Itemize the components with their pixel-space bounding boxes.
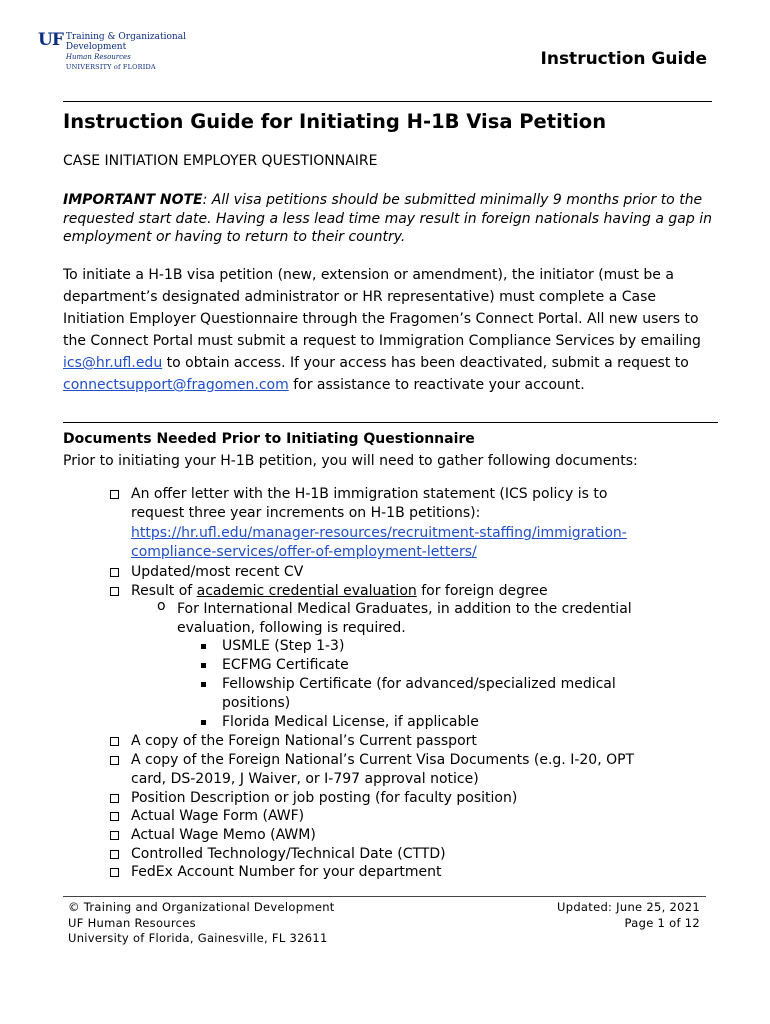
- uf-logo: [38, 32, 186, 72]
- list-item-visa-docs-1: A copy of the Foreign National’s Current Visa Documents (e.g. I-20, OPT: [131, 752, 635, 768]
- uf-logo-mark: UF: [38, 30, 63, 50]
- credential-evaluation-link[interactable]: academic credential evaluation: [196, 583, 417, 599]
- list-item-awm: Actual Wage Memo (AWM): [131, 827, 316, 843]
- important-note-text: : All visa petitions should be submitted minimally 9 months prior to the requested start date. Having a less lead time may result in foreign nationals having a gap in employment or having to return to their country.: [63, 192, 712, 245]
- documents-heading: Documents Needed Prior to Initiating Questionnaire: [63, 431, 475, 447]
- credential-post: for foreign degree: [416, 583, 548, 599]
- page-title: Instruction Guide for Initiating H-1B Visa Petition: [63, 110, 607, 133]
- list-item-fedex: FedEx Account Number for your department: [131, 864, 442, 880]
- square-bullet: [201, 720, 206, 725]
- checkbox-cv: [110, 568, 119, 577]
- footer-updated: Updated: June 25, 2021: [557, 900, 700, 914]
- checkbox-credential: [110, 587, 119, 596]
- intro-text-2: to obtain access. If your access has been deactivated, submit a request to: [162, 355, 689, 371]
- offer-letter-link-1[interactable]: https://hr.ufl.edu/manager-resources/recruitment-staffing/immigration-: [131, 525, 627, 541]
- checkbox-awf: [110, 812, 119, 821]
- offer-letter-link-2[interactable]: compliance-services/offer-of-employment-letters/: [131, 544, 477, 560]
- logo-line-2: Development: [65, 42, 127, 52]
- sub-item-img-1: For International Medical Graduates, in addition to the credential: [177, 601, 632, 617]
- checkbox-fedex: [110, 868, 119, 877]
- intro-text-3: for assistance to reactivate your account.: [288, 377, 585, 393]
- important-note-label: IMPORTANT NOTE: [63, 192, 203, 208]
- header-title: Instruction Guide: [540, 49, 707, 69]
- header-divider: [63, 101, 712, 102]
- list-item-cttd: Controlled Technology/Technical Date (CTTD): [131, 846, 446, 862]
- square-bullet: [201, 682, 206, 687]
- list-item-cv: Updated/most recent CV: [131, 564, 304, 580]
- sub-item-img-2: evaluation, following is required.: [177, 620, 406, 636]
- ics-email-link[interactable]: ics@hr.ufl.edu: [63, 355, 163, 371]
- list-item-offer-letter-2: request three year increments on H-1B petitions):: [131, 505, 481, 521]
- footer-address: University of Florida, Gainesville, FL 32611: [68, 931, 328, 945]
- footer-org: UF Human Resources: [68, 915, 196, 930]
- checkbox-awm: [110, 831, 119, 840]
- checkbox-position-description: [110, 794, 119, 803]
- footer-page-number: Page 1 of 12: [624, 915, 700, 930]
- subsub-ecfmg: ECFMG Certificate: [222, 657, 349, 673]
- square-bullet: [201, 644, 206, 649]
- list-item-offer-letter-1: An offer letter with the H-1B immigration statement (ICS policy is to: [131, 486, 608, 502]
- intro-text-1: To initiate a H-1B visa petition (new, extension or amendment), the initiator (must be a department’s designated administrator or HR representative) must complete a Case Initiation Employer Questionnaire through the Fragomen’s Connect Portal. All new users to the Connect Portal must submit a request to Immigration Compliance Services by emailing: [63, 267, 701, 349]
- checkbox-passport: [110, 737, 119, 746]
- section-divider: [63, 422, 718, 423]
- page-subtitle: CASE INITIATION EMPLOYER QUESTIONNAIRE: [63, 153, 378, 169]
- subsub-fellowship-1: Fellowship Certificate (for advanced/specialized medical: [222, 676, 616, 692]
- subsub-usmle: USMLE (Step 1-3): [222, 638, 345, 654]
- list-item-credential: [131, 582, 548, 601]
- logo-line-4: UNIVERSITY of FLORIDA: [65, 63, 156, 71]
- intro-paragraph: [63, 264, 713, 396]
- list-item-visa-docs-2: card, DS-2019, J Waiver, or I-797 approval notice): [131, 771, 479, 787]
- footer-divider: [63, 896, 706, 897]
- checkbox-cttd: [110, 850, 119, 859]
- sub-bullet-circle: o: [157, 598, 166, 614]
- checkbox-offer-letter: [110, 490, 119, 499]
- credential-pre: Result of: [131, 583, 197, 599]
- subsub-license: Florida Medical License, if applicable: [222, 714, 479, 730]
- logo-line-3: Human Resources: [65, 53, 131, 61]
- uf-logo-text: [66, 32, 186, 72]
- square-bullet: [201, 663, 206, 668]
- checkbox-visa-docs: [110, 756, 119, 765]
- footer-right: [557, 900, 700, 931]
- list-item-passport: A copy of the Foreign National’s Current passport: [131, 733, 477, 749]
- fragomen-email-link[interactable]: connectsupport@fragomen.com: [63, 377, 289, 393]
- subsub-fellowship-2: positions): [222, 695, 291, 711]
- footer-copyright: © Training and Organizational Development: [68, 900, 335, 914]
- list-item-position-description: Position Description or job posting (for faculty position): [131, 790, 518, 806]
- logo-line-1: Training & Organizational: [65, 32, 186, 42]
- footer-left: [68, 900, 335, 947]
- list-item-awf: Actual Wage Form (AWF): [131, 808, 305, 824]
- documents-intro: Prior to initiating your H-1B petition, you will need to gather following documents:: [63, 453, 638, 469]
- important-note: [63, 191, 713, 247]
